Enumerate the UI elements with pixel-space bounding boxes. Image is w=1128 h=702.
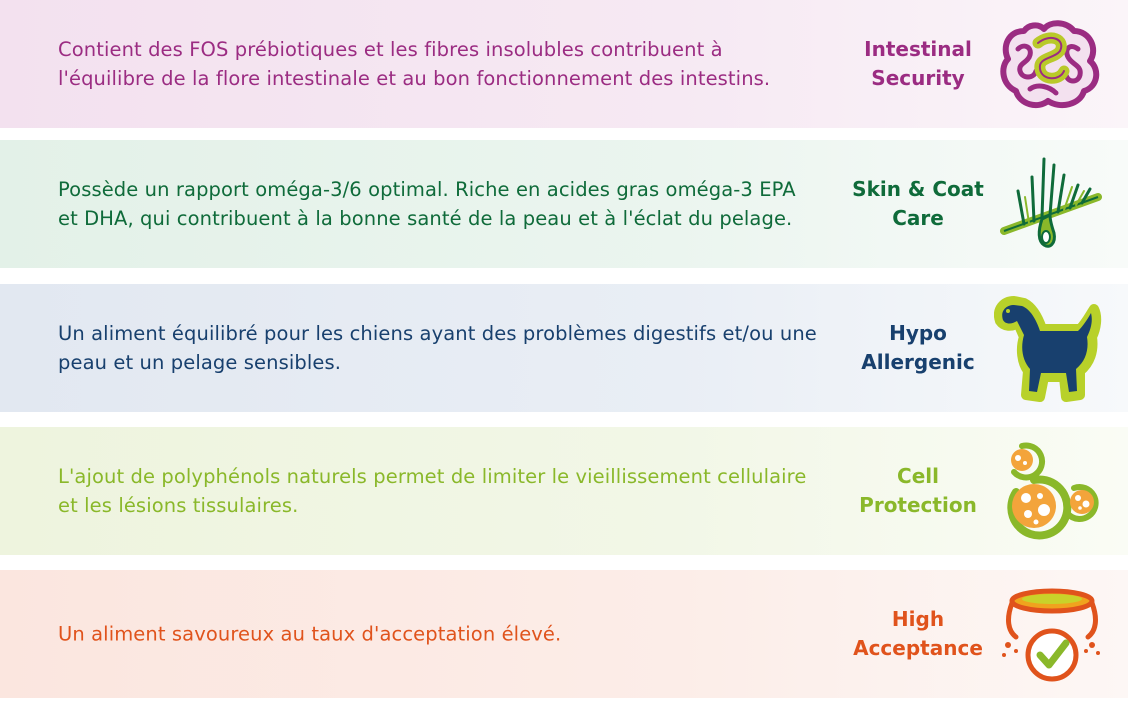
description-line: L'ajout de polyphénols naturels permet de limiter le vieillissement cellulaire <box>58 465 807 488</box>
description-line: l'équilibre de la flore intestinale et au bon fonctionnement des intestins. <box>58 67 771 90</box>
benefit-description <box>58 462 838 520</box>
label-line: Care <box>892 206 944 230</box>
label-line: High <box>891 607 945 631</box>
hair-follicle-icon <box>994 149 1104 259</box>
label-line: Intestinal <box>864 37 972 61</box>
description-line: Un aliment équilibré pour les chiens ayant des problèmes digestifs et/ou une <box>58 322 817 345</box>
benefit-description <box>58 620 838 649</box>
label-line: Security <box>871 66 965 90</box>
benefit-row-high-acceptance <box>0 570 1128 698</box>
description-line: Contient des FOS prébiotiques et les fibres insolubles contribuent à <box>58 38 723 61</box>
benefit-label <box>848 35 988 93</box>
label-line: Skin & Coat <box>852 177 984 201</box>
benefit-row-intestinal-security <box>0 0 1128 128</box>
label-line: Protection <box>859 493 977 517</box>
benefit-label <box>848 605 988 663</box>
intestine-icon <box>994 9 1104 119</box>
description-line: peau et un pelage sensibles. <box>58 351 341 374</box>
cells-icon <box>994 436 1104 546</box>
benefit-row-hypo-allergenic <box>0 284 1128 412</box>
description-line: Possède un rapport oméga-3/6 optimal. Riche en acides gras oméga-3 EPA <box>58 178 796 201</box>
benefit-row-skin-coat-care <box>0 140 1128 268</box>
benefit-description <box>58 319 838 377</box>
description-line: et les lésions tissulaires. <box>58 494 299 517</box>
label-line: Acceptance <box>853 636 983 660</box>
benefit-label <box>848 175 988 233</box>
benefit-label <box>848 462 988 520</box>
benefit-description <box>58 175 838 233</box>
dog-icon <box>994 293 1104 403</box>
benefit-description <box>58 35 838 93</box>
bowl-check-icon <box>994 579 1104 689</box>
label-line: Hypo <box>889 321 947 345</box>
label-line: Cell <box>897 464 939 488</box>
label-line: Allergenic <box>861 350 975 374</box>
description-line: Un aliment savoureux au taux d'acceptation élevé. <box>58 622 562 646</box>
benefit-label <box>848 319 988 377</box>
benefit-row-cell-protection <box>0 427 1128 555</box>
description-line: et DHA, qui contribuent à la bonne santé de la peau et à l'éclat du pelage. <box>58 207 793 230</box>
